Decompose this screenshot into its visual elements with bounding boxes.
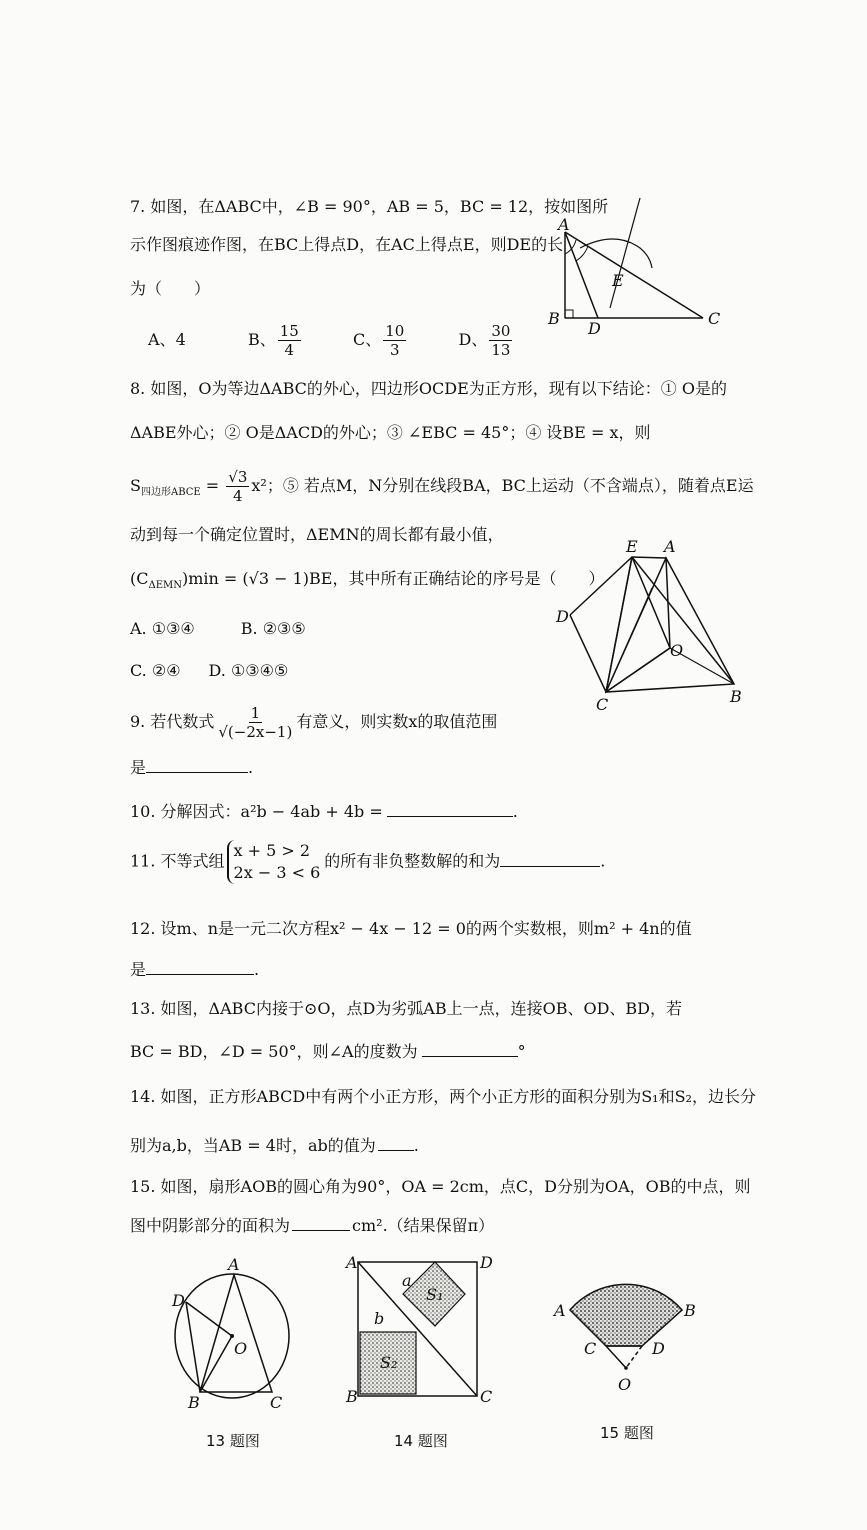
q8-option-d: D. ①③④⑤ [208, 661, 289, 680]
fig15-label-c: C [584, 1339, 597, 1358]
figure-14 [340, 1250, 500, 1410]
q14-line-1: 14. 如图，正方形ABCD中有两个小正方形，两个小正方形的面积分别为S₁和S₂，边长分 [130, 1087, 756, 1106]
fig14-label-s1: S₁ [426, 1285, 444, 1304]
q9-line-1: 9. 若代数式 $\frac{1}{√(-2x-1)}$ 有意义，则实数x的取值范围 [130, 704, 498, 741]
q9-line-2: 是 . [130, 758, 254, 777]
q8-label-d: D [556, 607, 569, 626]
q8-line-1: 8. 如图，O为等边ΔABC的外心，四边形OCDE为正方形，现有以下结论：① O是的 [130, 379, 727, 398]
fig13-label-a: A [228, 1255, 240, 1274]
q8-label-c: C [596, 695, 609, 714]
figure-14-caption: 14 题图 [394, 1432, 448, 1450]
q7-line-3: 为（ ） [130, 279, 211, 298]
q13-line-2: BC = BD，∠D = 50°，则∠A的度数为 ° [130, 1042, 526, 1061]
figure-13 [160, 1250, 300, 1410]
q12-answer-blank[interactable] [146, 958, 254, 975]
q7-option-b: B、 $\frac{15}{4}$ [247, 322, 299, 359]
q7-label-e: E [612, 271, 624, 290]
q7-label-d: D [588, 319, 601, 338]
q8-line-3: $S_{四边形ABCE}$ = $\frac{√3}{4}$ x²；⑤ 若点M，N分别在线段BA，BC上运动（不含端点），随着点E运 [130, 468, 754, 505]
q7-line-2: 示作图痕迹作图，在BC上得点D，在AC上得点E，则DE的长 [130, 235, 564, 254]
q8-line-2: ΔABE外心；② O是ΔACD的外心；③ ∠EBC = 45°；④ 设BE = x，则 [130, 423, 651, 442]
q8-options-row-2 [130, 660, 288, 682]
fig13-label-o: O [234, 1339, 248, 1358]
q7-options [148, 322, 514, 359]
fig14-label-a: A [346, 1253, 358, 1272]
q7-label-a: A [558, 215, 570, 234]
fig15-label-b: B [684, 1301, 696, 1320]
q8-line-4: 动到每一个确定位置时，ΔEMN的周长都有最小值， [130, 525, 504, 544]
fig14-label-d: D [480, 1253, 493, 1272]
q8-options-row-1 [130, 618, 306, 640]
q12-line-1: 12. 设m、n是一元二次方程x² − 4x − 12 = 0的两个实数根，则m² + 4n的值 [130, 919, 692, 938]
q15-line-2: 图中阴影部分的面积为 cm².（结果保留π） [130, 1216, 495, 1235]
q7-line-1: 7. 如图，在ΔABC中，∠B = 90°，AB = 5，BC = 12，按如图所 [130, 197, 609, 216]
q9-answer-blank[interactable] [146, 756, 248, 773]
q11-line: 11. 不等式组 x + 5 > 2 2x − 3 < 6 的所有非负整数解的和为 . [130, 841, 606, 882]
q15-answer-blank[interactable] [292, 1214, 350, 1231]
fig13-label-d: D [172, 1291, 185, 1310]
q8-option-c: C. ②④ [130, 661, 181, 680]
q13-line-1: 13. 如图，ΔABC内接于⊙O，点D为劣弧AB上一点，连接OB、OD、BD，若 [130, 999, 683, 1018]
fig14-label-b-side: b [374, 1309, 385, 1328]
fig14-label-s2: S₂ [380, 1353, 398, 1372]
q12-line-2: 是 . [130, 960, 260, 979]
fig14-label-a-side: a [402, 1271, 412, 1290]
q8-option-a: A. ①③④ [130, 619, 195, 638]
q7-figure [540, 190, 740, 340]
q8-label-b: B [730, 687, 742, 706]
q15-line-1: 15. 如图，扇形AOB的圆心角为90°，OA = 2cm，点C，D分别为OA，OB的中点，则 [130, 1177, 751, 1196]
q8-figure [548, 530, 758, 720]
q7-label-c: C [708, 309, 721, 328]
q14-answer-blank[interactable] [378, 1134, 414, 1151]
q10-line: 10. 分解因式：a²b − 4ab + 4b = . [130, 802, 518, 821]
q7-option-c: C、 $\frac{10}{3}$ [352, 322, 405, 359]
q7-option-a: A、4 [148, 330, 186, 349]
q8-label-e: E [626, 537, 638, 556]
q14-line-2: 别为a,b，当AB = 4时，ab的值为 . [130, 1136, 419, 1155]
figure-13-caption: 13 题图 [206, 1432, 260, 1450]
q8-line-5: $(C_{\Delta EMN})\min = (√3 - 1)BE$，其中所有正确结论的序号是（ ） [130, 569, 605, 592]
q8-option-b: B. ②③⑤ [240, 619, 306, 638]
figure-15 [548, 1270, 698, 1400]
q10-answer-blank[interactable] [387, 800, 513, 817]
q8-label-o: O [670, 641, 684, 660]
q7-label-b: B [548, 309, 560, 328]
q13-answer-blank[interactable] [422, 1040, 518, 1057]
fig13-label-b: B [188, 1393, 200, 1410]
fig14-label-c: C [480, 1387, 493, 1406]
fig14-label-b: B [346, 1387, 358, 1406]
fig13-label-c: C [270, 1393, 283, 1410]
q8-label-a: A [664, 537, 676, 556]
q11-answer-blank[interactable] [500, 850, 600, 867]
figure-15-caption: 15 题图 [600, 1424, 654, 1442]
q7-option-d: D、 $\frac{30}{13}$ [458, 322, 511, 359]
fig15-label-d: D [652, 1339, 665, 1358]
fig15-label-a: A [554, 1301, 566, 1320]
fig15-label-o: O [618, 1375, 632, 1394]
